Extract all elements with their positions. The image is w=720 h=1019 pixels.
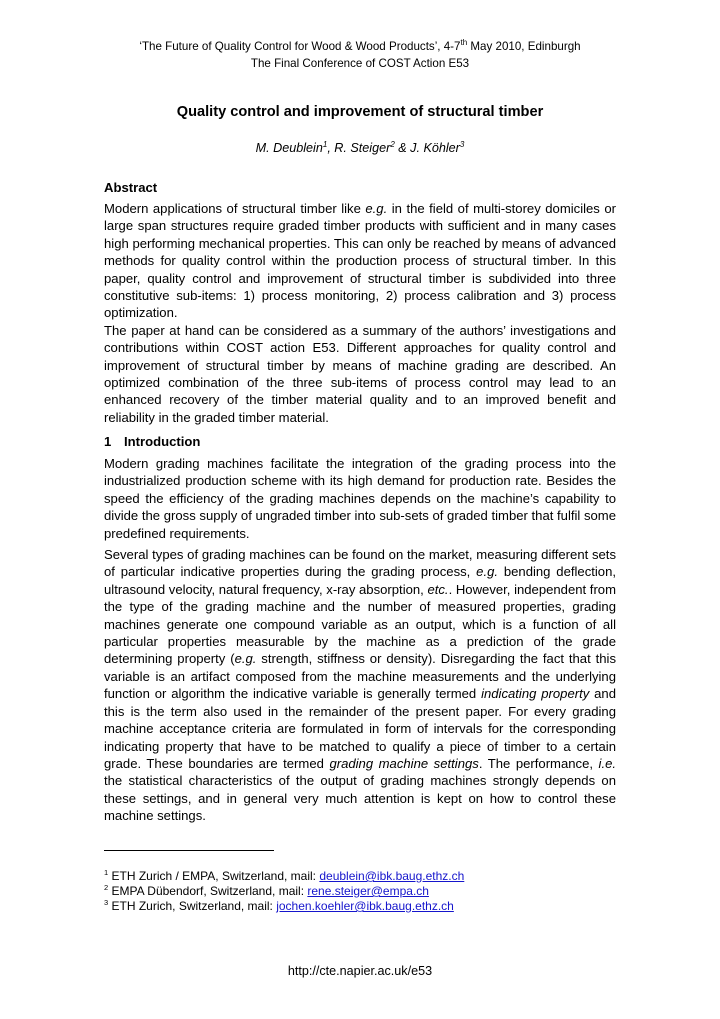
footnote-2: $^2$ EMPA Dübendorf, Switzerland, mail: rene.steiger@empa.ch <box>104 883 429 898</box>
header-line-2: The Final Conference of COST Action E53 <box>250 57 470 70</box>
section-number: 1 <box>104 434 112 449</box>
introduction-body <box>104 455 616 825</box>
email-link-steiger[interactable]: rene.steiger@empa.ch <box>307 884 429 898</box>
intro-paragraph-2: Several types of grading machines can be found on the market, measuring different sets of particular indicative properties during the grading process, e.g. bending deflection, ultrasound velocity, natural frequency, x-ray absorption, etc.. However, independent from the type of the grading machine and the number of measured properties, grading machines generate one compound variable as an output, which is a function of all particular properties measurable by the machine as a prediction of the grade determining property (e.g. strength, stiffness or density). Disregarding the fact that this variable is an artifact composed from the machine measurements and the underlying function or algorithm the indicative variable is generally termed indicating property and this is the term also used in the remainder of the present paper. For every grading machine acceptance criteria are formulated in form of intervals for the corresponding indicating property that have to be matched to qualify a piece of timber to a certain grade. These boundaries are termed grading machine settings. The performance, i.e. the statistical characteristics of the output of grading machines strongly depends on these settings, and in general very much attention is kept on how to control these machine settings. <box>104 547 617 824</box>
intro-paragraph-1: Modern grading machines facilitate the integration of the grading process into the industrialized production scheme with its high demand for production rate. Besides the speed the efficiency of the grading machines depends on the machine’s capability to divide the gross supply of ungraded timber into sub-sets of graded timber that fulfil some predefined requirements. <box>104 456 616 541</box>
header-superscript: th <box>460 38 468 48</box>
email-link-deublein[interactable]: deublein@ibk.baug.ethz.ch <box>319 869 465 883</box>
abstract-body <box>104 200 616 426</box>
abstract-heading: Abstract <box>104 180 158 195</box>
abstract-paragraph-1: Modern applications of structural timber like e.g. in the field of multi-storey domiciles or large span structures require graded timber products with sufficient and in many cases high performing mechanical properties. This can only be reached by means of advanced methods for quality control within the production process of structural timber. In this paper, quality control and improvement of structural timber is subdivided into three constitutive sub-items: 1) process monitoring, 2) process calibration and 3) process optimization. <box>104 201 616 321</box>
footnotes <box>104 869 616 914</box>
conference-header <box>0 38 720 72</box>
footnote-1: $^1$ ETH Zurich / EMPA, Switzerland, mail: deublein@ibk.baug.ethz.ch <box>104 868 465 883</box>
section-heading-introduction <box>104 433 616 450</box>
header-line-1: ‘The Future of Quality Control for Wood & Wood Products’, 4-7th May 2010, Edinburgh <box>139 38 581 53</box>
page-footer-url: http://cte.napier.ac.uk/e53 <box>287 964 433 978</box>
email-link-koehler[interactable]: jochen.koehler@ibk.baug.ethz.ch <box>276 899 454 913</box>
footnote-separator <box>104 850 274 851</box>
author-list: M. Deublein$^1$, R. Steiger$^2$ & J. Köhler$^3$ <box>255 139 465 155</box>
abstract-paragraph-2: The paper at hand can be considered as a summary of the authors’ investigations and contributions within COST action E53. Different approaches for quality control and improvement of structural timber by means of machine grading are described. An optimized combination of the three sub-items of process control may lead to an enhanced recovery of the timber material quality and to an improved benefit and reliability in the graded timber material. <box>104 322 616 425</box>
paper-title: Quality control and improvement of structural timber <box>176 104 544 120</box>
section-title: Introduction <box>124 434 201 449</box>
footnote-3: $^3$ ETH Zurich, Switzerland, mail: jochen.koehler@ibk.baug.ethz.ch <box>104 898 454 913</box>
